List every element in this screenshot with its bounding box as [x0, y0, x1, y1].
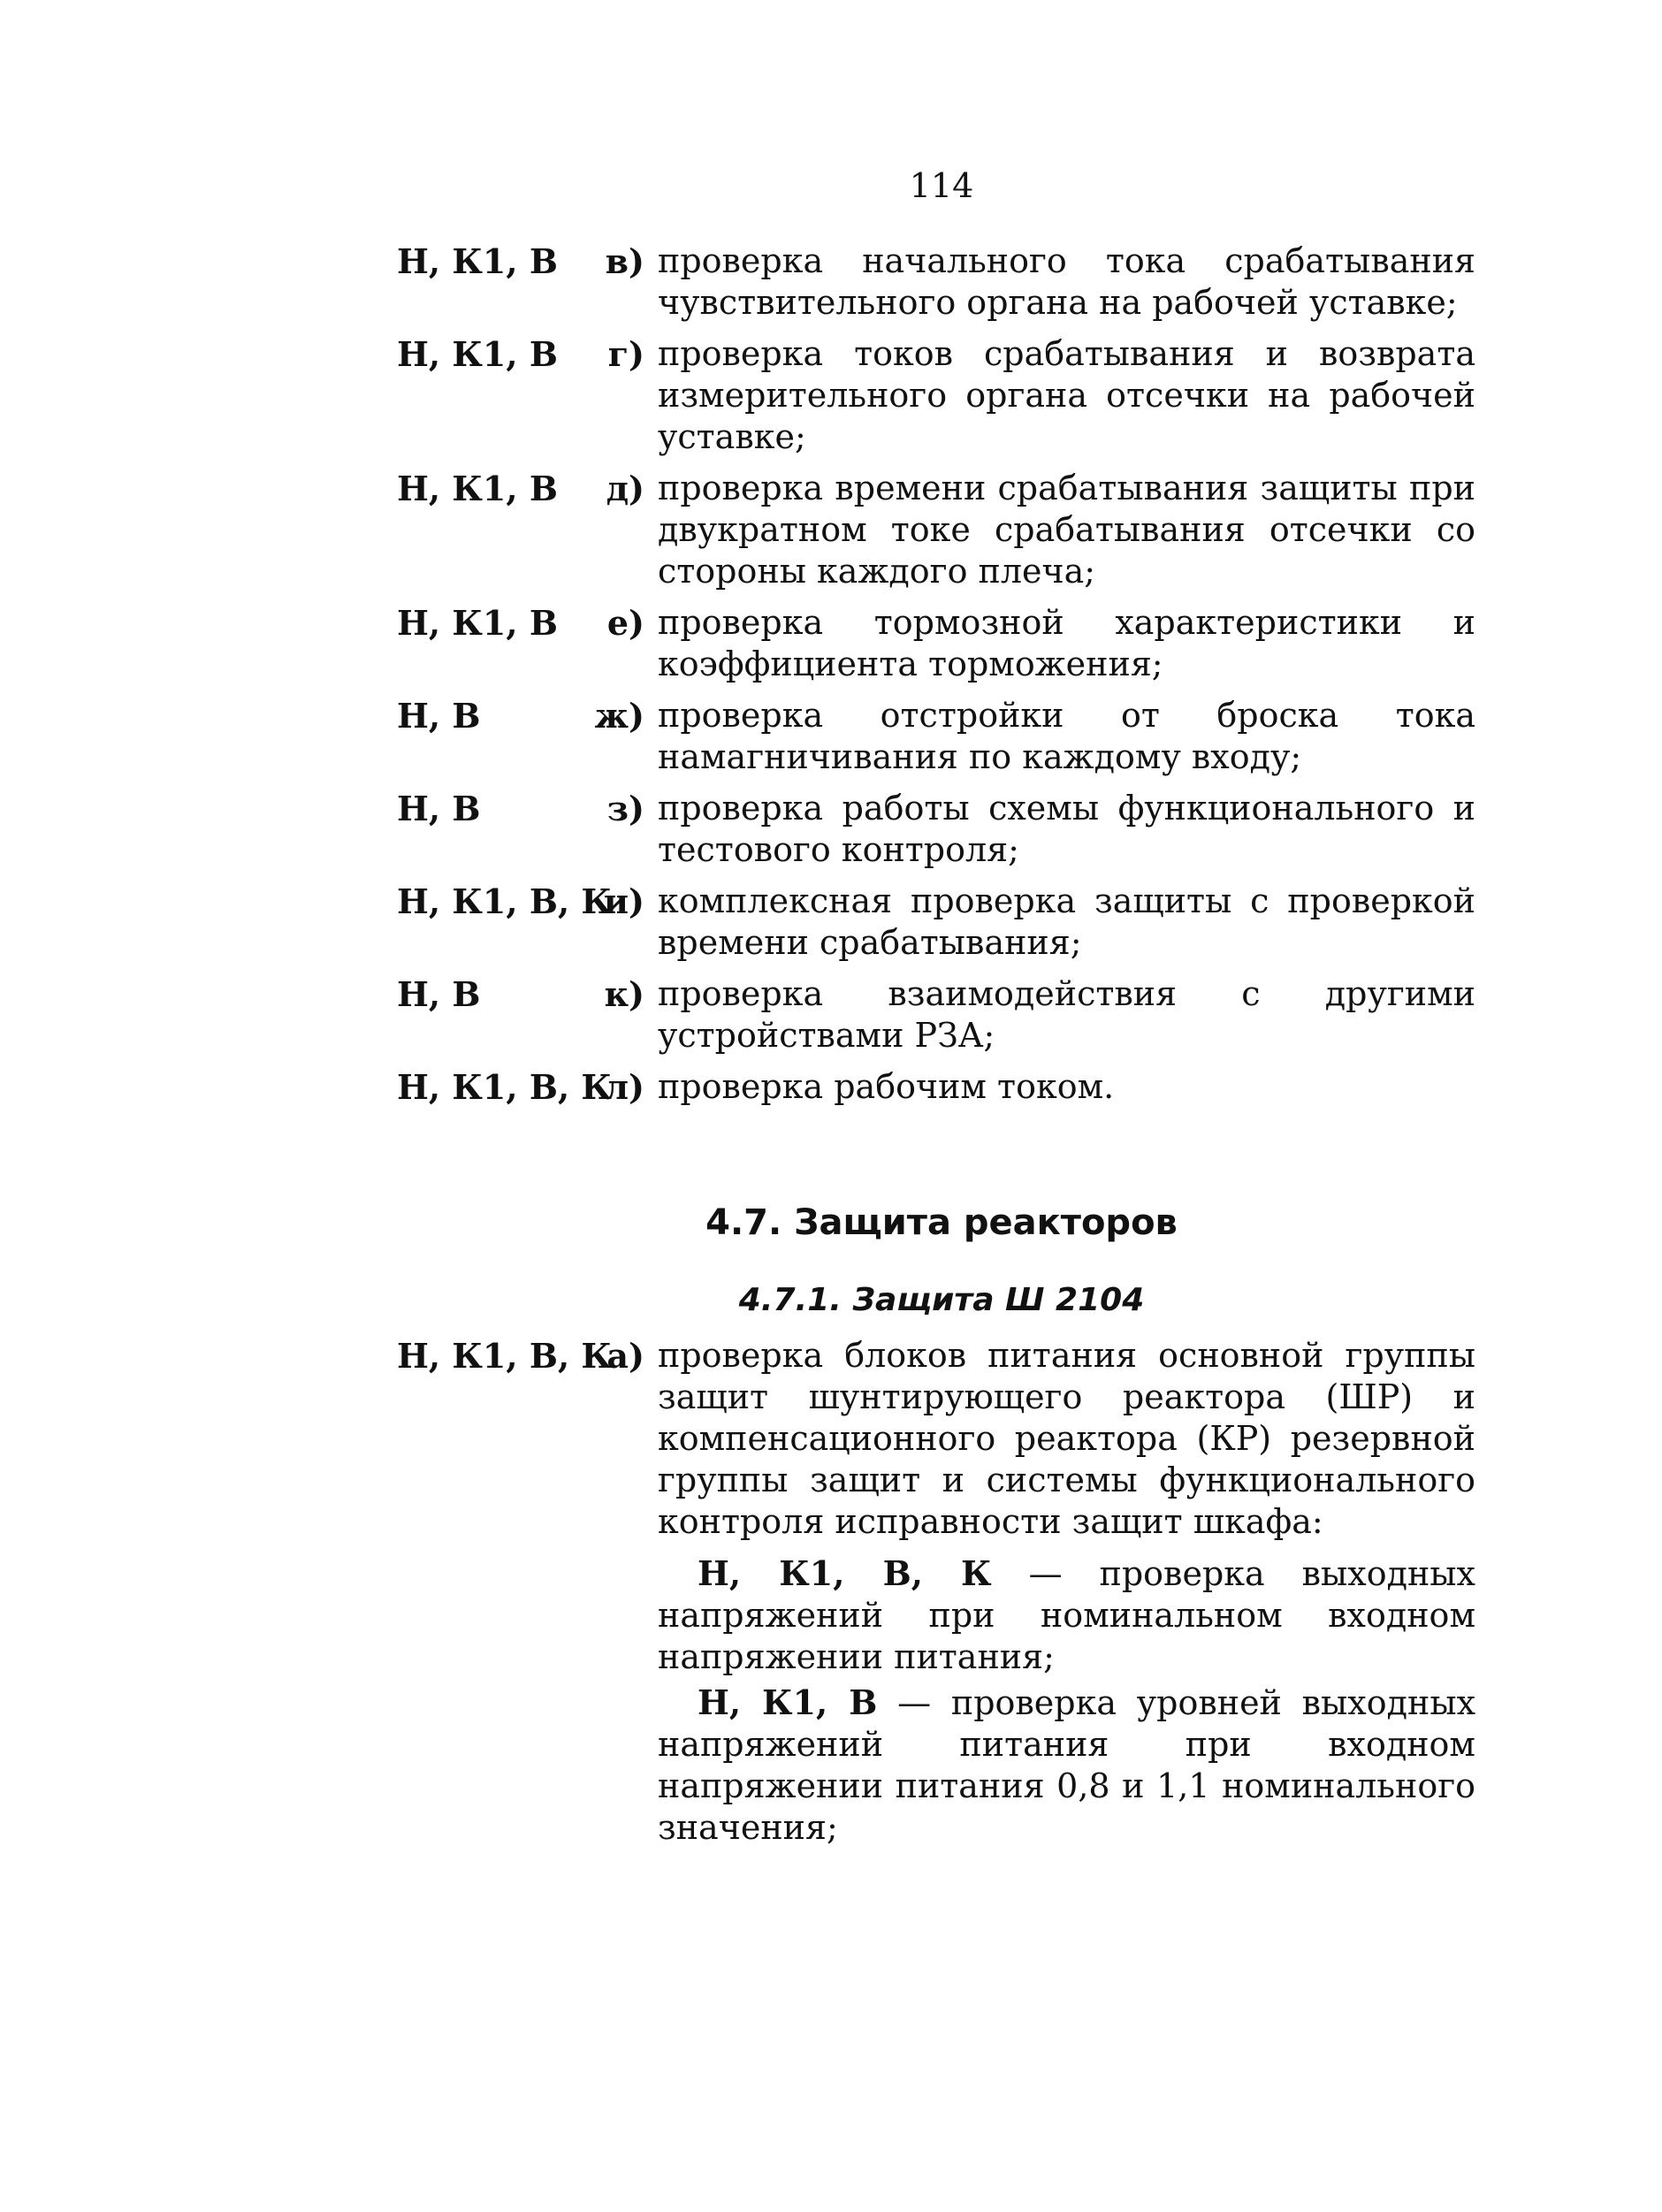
item-text: проверка взаимодействия с другими устройствами РЗА; [658, 974, 1475, 1055]
list-item [397, 881, 1475, 964]
item-codes: Н, В [397, 974, 481, 1014]
list-item [397, 1335, 1475, 1543]
sub-item-text: проверка выходных напряжений при номинальном входном напряжении питания; [658, 1554, 1475, 1676]
item-letter: л) [605, 1067, 644, 1107]
item-codes: Н, К1, В, К [397, 1067, 612, 1107]
item-codes: Н, В [397, 696, 481, 736]
item-letter: ж) [594, 696, 644, 736]
item-codes: Н, К1, В [397, 334, 558, 374]
sub-item-codes: Н, К1, В [698, 1682, 878, 1722]
item-letter: е) [606, 603, 644, 643]
item-codes: Н, В [397, 789, 481, 828]
item-letter: з) [606, 789, 644, 828]
list-item [397, 788, 1475, 871]
item-text: проверка времени срабатывания защиты при двукратном токе срабатывания отсечки со стороны каждого плеча; [658, 469, 1475, 591]
sub-item [658, 1552, 1475, 1678]
section-heading: 4.7. Защита реакторов [705, 1202, 1178, 1243]
page-number: 114 [909, 166, 974, 205]
item-text: проверка блоков питания основной группы защит шунтирующего реактора (ШР) и компенсационного реактора (КР) резервной группы защит и системы функционального контроля исправности защит шкафа: [658, 1336, 1475, 1541]
item-codes: Н, К1, В [397, 241, 558, 281]
item-codes: Н, К1, В [397, 603, 558, 643]
item-text: проверка тормозной характеристики и коэффициента торможения; [658, 603, 1475, 683]
item-letter: к) [604, 974, 644, 1014]
sub-item-text: проверка уровней выходных напряжений питания при входном напряжении питания 0,8 и 1,1 номинального значения; [658, 1683, 1475, 1847]
sub-item [658, 1682, 1475, 1849]
subsection-heading: 4.7.1. Защита Ш 2104 [738, 1282, 1145, 1318]
list-item [397, 468, 1475, 592]
sub-item-dash: — [991, 1554, 1100, 1593]
checklist [397, 240, 1475, 1117]
item-text: комплексная проверка защиты с проверкой времени срабатывания; [658, 881, 1475, 962]
item-text: проверка рабочим током. [658, 1067, 1115, 1106]
item-text: проверка токов срабатывания и возврата измерительного органа отсечки на рабочей уставке; [658, 334, 1475, 456]
item-text: проверка работы схемы функционального и тестового контроля; [658, 789, 1475, 869]
list-item [397, 695, 1475, 778]
list-item [397, 240, 1475, 324]
item-letter: а) [606, 1336, 644, 1376]
sub-item-dash: — [877, 1683, 951, 1722]
item-codes: Н, К1, В, К [397, 881, 612, 921]
item-letter: в) [605, 241, 644, 281]
item-text: проверка отстройки от броска тока намагничивания по каждому входу; [658, 696, 1475, 776]
list-item [397, 602, 1475, 685]
item-codes: Н, К1, В, К [397, 1336, 612, 1376]
item-letter: г) [607, 334, 644, 374]
item-codes: Н, К1, В [397, 469, 558, 508]
list-item [397, 1066, 1475, 1108]
item-text: проверка начального тока срабатывания чувствительного органа на рабочей уставке; [658, 241, 1475, 322]
section-checklist [397, 1335, 1475, 1849]
item-letter: д) [606, 469, 644, 508]
list-item [397, 973, 1475, 1056]
item-letter: и) [603, 881, 644, 921]
list-item [397, 333, 1475, 458]
sub-item-codes: Н, К1, В, К [698, 1553, 992, 1593]
